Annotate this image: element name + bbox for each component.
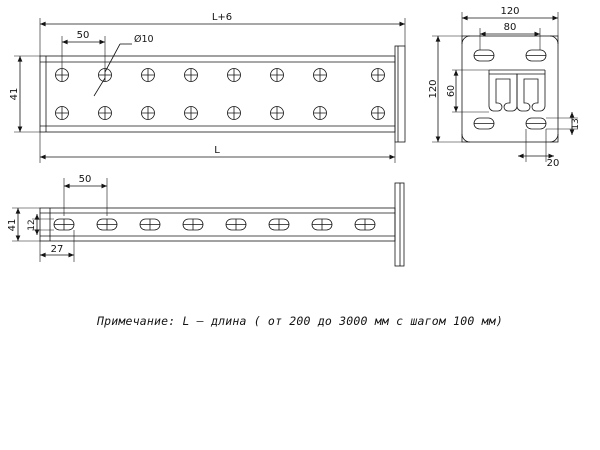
dim-label-height-top: 41 — [9, 87, 20, 101]
dim-label-flange-section: 20 — [546, 158, 560, 169]
dim-label-height-outer-section: 120 — [428, 79, 439, 99]
front-view-holes — [56, 69, 385, 120]
dim-label-overall-bottom: L — [214, 145, 220, 156]
dim-label-pitch-top: 50 — [76, 30, 90, 41]
dim-label-hole-diameter: Ø10 — [134, 34, 154, 45]
front-view-body — [40, 46, 405, 142]
note-text: Примечание: L – длина ( от 200 до 3000 мм с шагом 100 мм) — [96, 314, 504, 328]
dim-label-slot-height-side: 12 — [27, 219, 37, 231]
dim-label-thickness-section: 13 — [571, 118, 581, 130]
dim-label-pitch-side: 50 — [78, 174, 92, 185]
dim-overall-top — [40, 18, 405, 56]
dim-label-width-outer-section: 120 — [500, 6, 520, 17]
dim-label-edge-offset-side: 27 — [50, 244, 64, 255]
dim-label-height-side: 41 — [7, 218, 18, 232]
section-view-body — [462, 36, 558, 142]
dim-height-inner-section — [452, 70, 489, 112]
leader-hole-diameter — [94, 44, 132, 96]
dim-label-height-inner-section: 60 — [446, 84, 457, 98]
side-view-slots — [54, 219, 375, 230]
dim-label-width-inner-section: 80 — [503, 22, 517, 33]
side-view-body — [40, 183, 404, 266]
dim-label-overall-top: L+6 — [211, 12, 233, 23]
